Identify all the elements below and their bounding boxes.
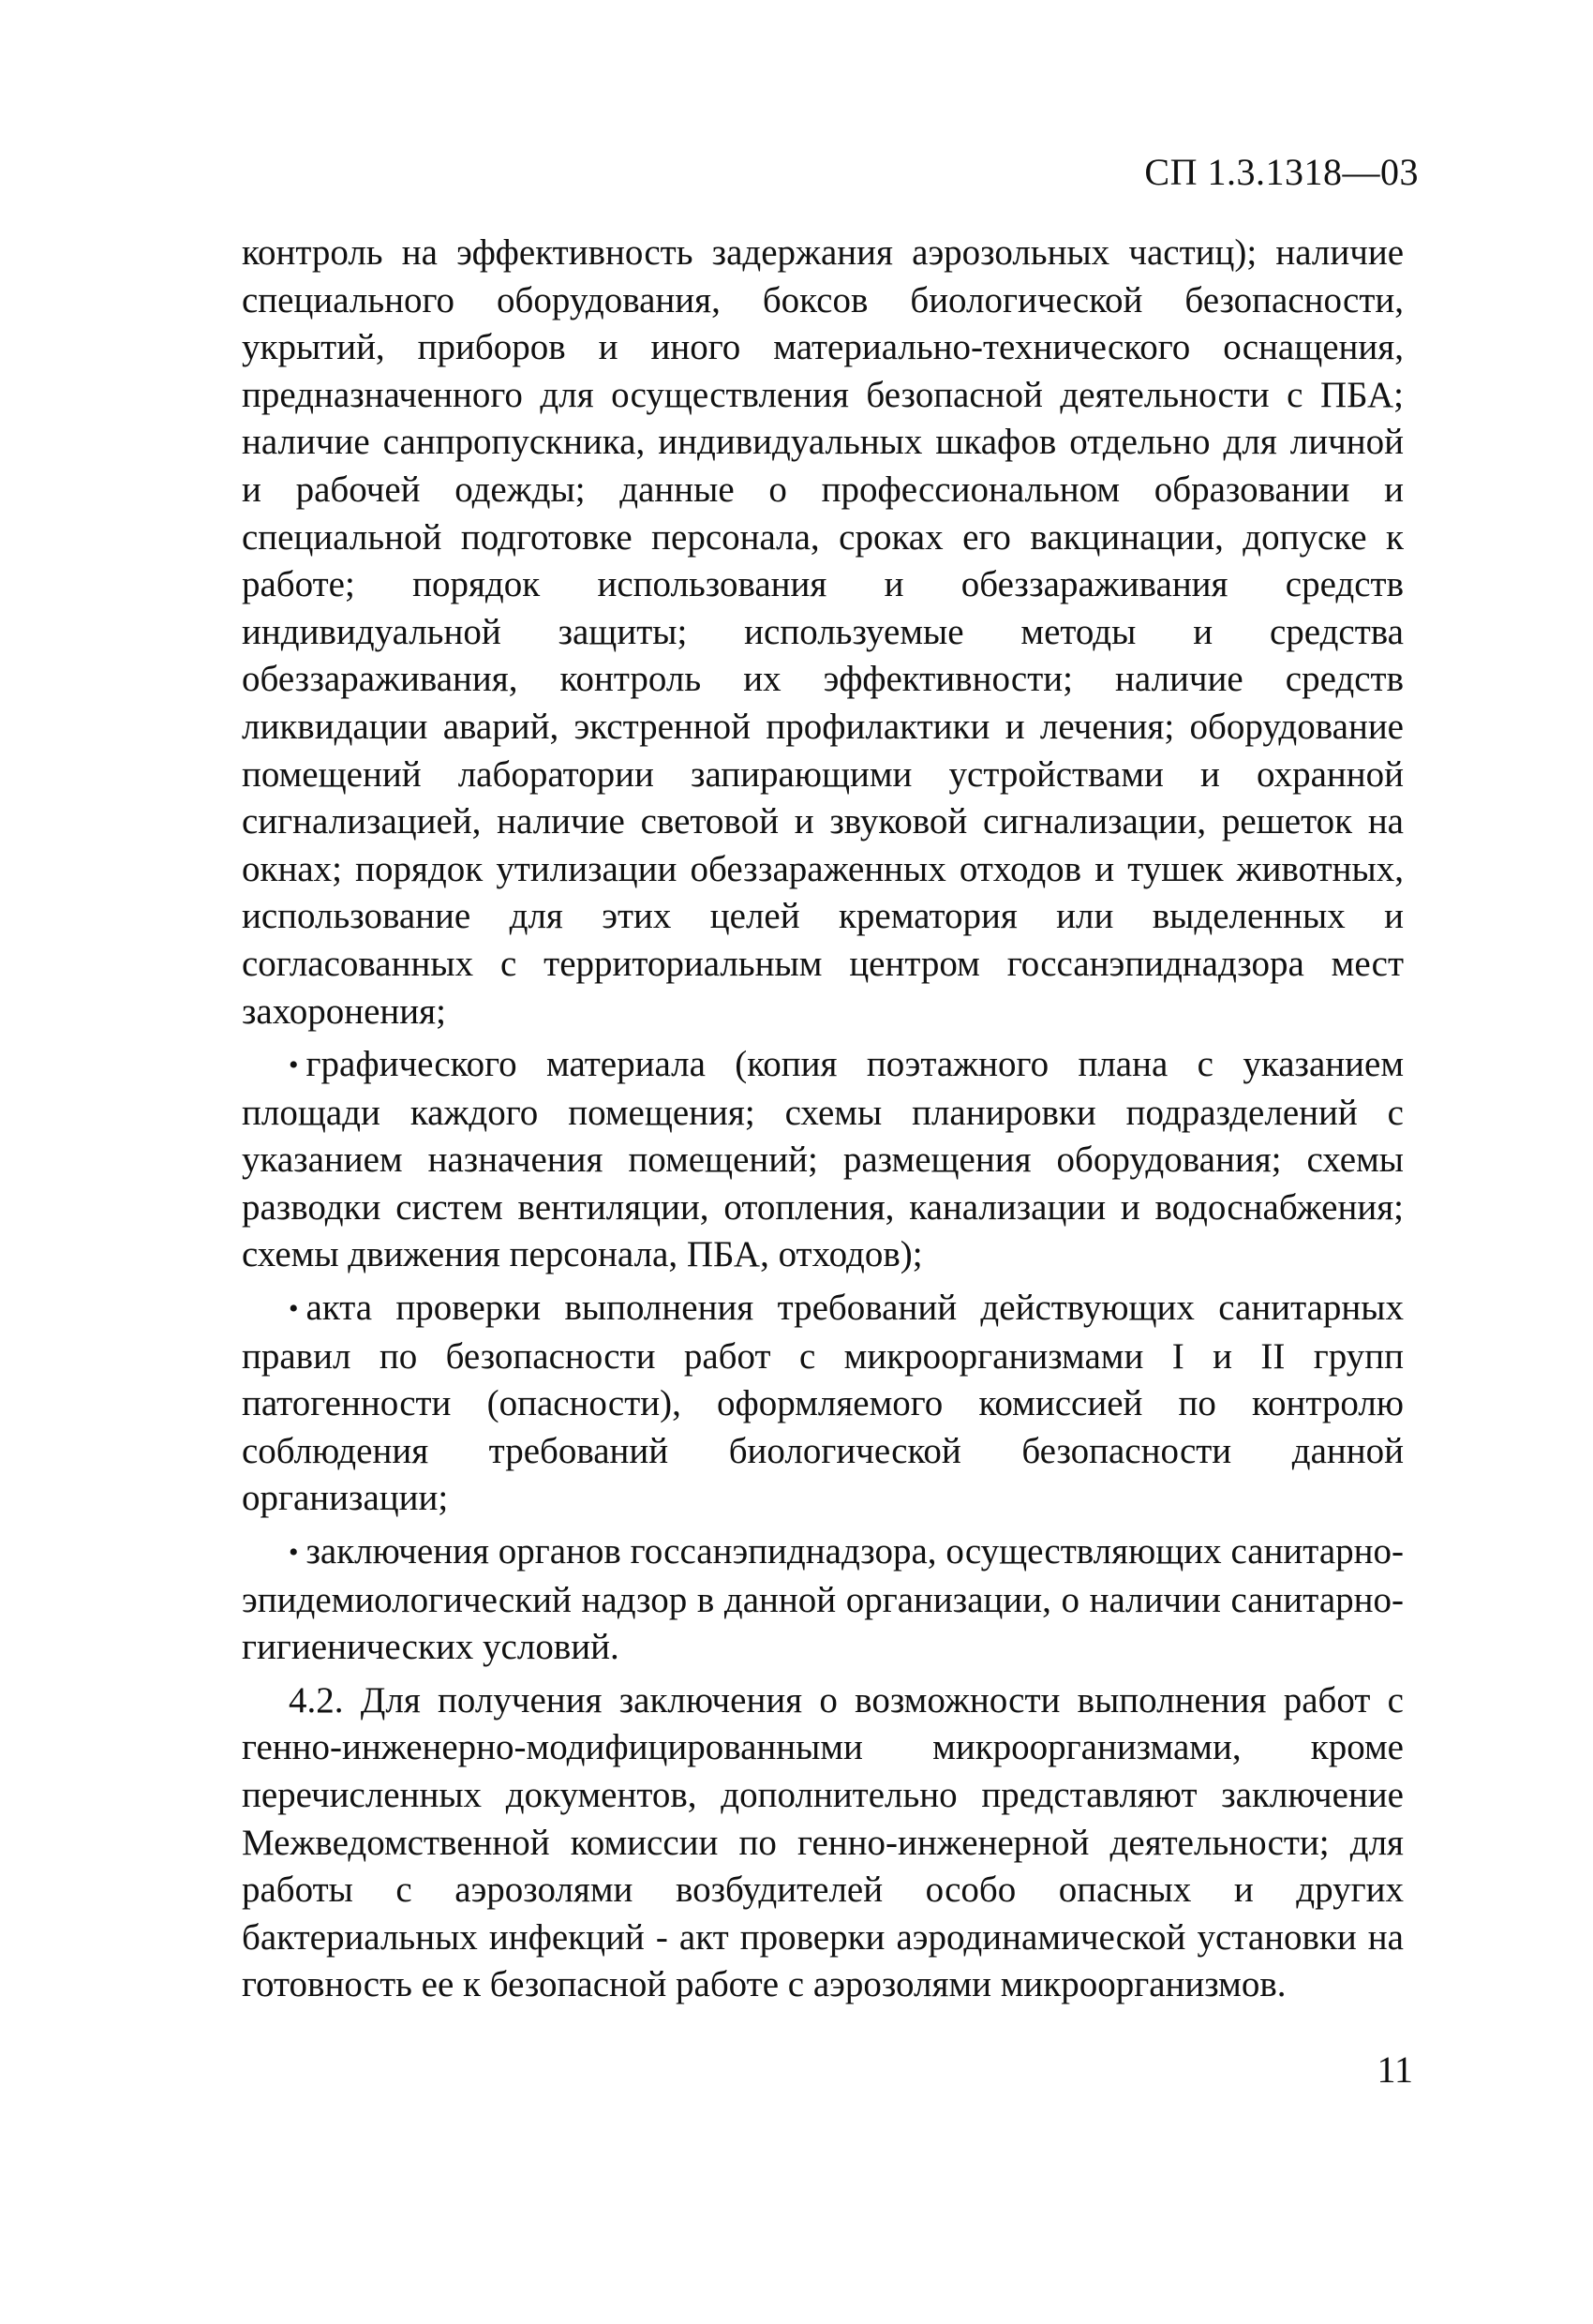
section-4-2-paragraph: 4.2. Для получения заключения о возможности выполнения работ с генно-инженерно-модифицированными микроорганизмами, кроме перечисленных документов, дополнительно представляют заключение Межведомственной комиссии по генно-инженерной деятельности; для работы с аэрозолями возбудителей особо опасных и других бактериальных инфекций - акт проверки аэродинамической установки на готовность ее к безопасной работе с аэрозолями микроорганизмов. bbox=[242, 1679, 1404, 2005]
document-code: СП 1.3.1318—03 bbox=[1144, 151, 1419, 193]
paragraph-continuation: контроль на эффективность задержания аэрозольных частиц); наличие специального оборудования, боксов биологической безопасности, укрытий, приборов и иного материально-технического оснащения, предназначенного для осуществления безопасной деятельности с ПБА; наличие санпропускника, индивидуальных шкафов отдельно для личной и рабочей одежды; данные о профессиональном образовании и специальной подготовке персонала, сроках его вакцинации, допуске к работе; порядок использования и обеззараживания средств индивидуальной защиты; используемые методы и средства обеззараживания, контроль их эффективности; наличие средств ликвидации аварий, экстренной профилактики и лечения; оборудование помещений лаборатории запирающими устройствами и охранной сигнализацией, наличие световой и звуковой сигнализации, решеток на окнах; порядок утилизации обеззараженных отходов и тушек животных, использование для этих целей крематория или выделенных и согласованных с территориальным центром госсанэпиднадзора мест захоронения; bbox=[242, 232, 1404, 1032]
bullet-text: акта проверки выполнения требований действующих санитарных правил по безопасности работ с микроорганизмами I и II групп патогенности (опасности), оформляемого комиссией по контролю соблюдения требований биологической безопасности данной организации; bbox=[242, 1288, 1404, 1519]
bullet-text: заключения органов госсанэпиднадзора, осуществляющих санитарно-эпидемиологический надзор в данной организации, о наличии санитарно-гигиенических условий. bbox=[242, 1531, 1404, 1668]
bullet-text: графического материала (копия поэтажного плана с указанием площади каждого помещения; схемы планировки подразделений с указанием назначения помещений; размещения оборудования; схемы разводки систем вентиляции, отопления, канализации и водоснабжения; схемы движения персонала, ПБА, отходов); bbox=[242, 1044, 1404, 1275]
page-body bbox=[242, 230, 1404, 2015]
bullet-icon: • bbox=[289, 1050, 299, 1081]
bullet-item-graphic-material bbox=[242, 1041, 1404, 1279]
page-number: 11 bbox=[1377, 2048, 1413, 2091]
bullet-item-inspection-act bbox=[242, 1285, 1404, 1523]
bullet-icon: • bbox=[289, 1537, 299, 1569]
bullet-icon: • bbox=[289, 1293, 299, 1325]
bullet-item-conclusions bbox=[242, 1528, 1404, 1672]
